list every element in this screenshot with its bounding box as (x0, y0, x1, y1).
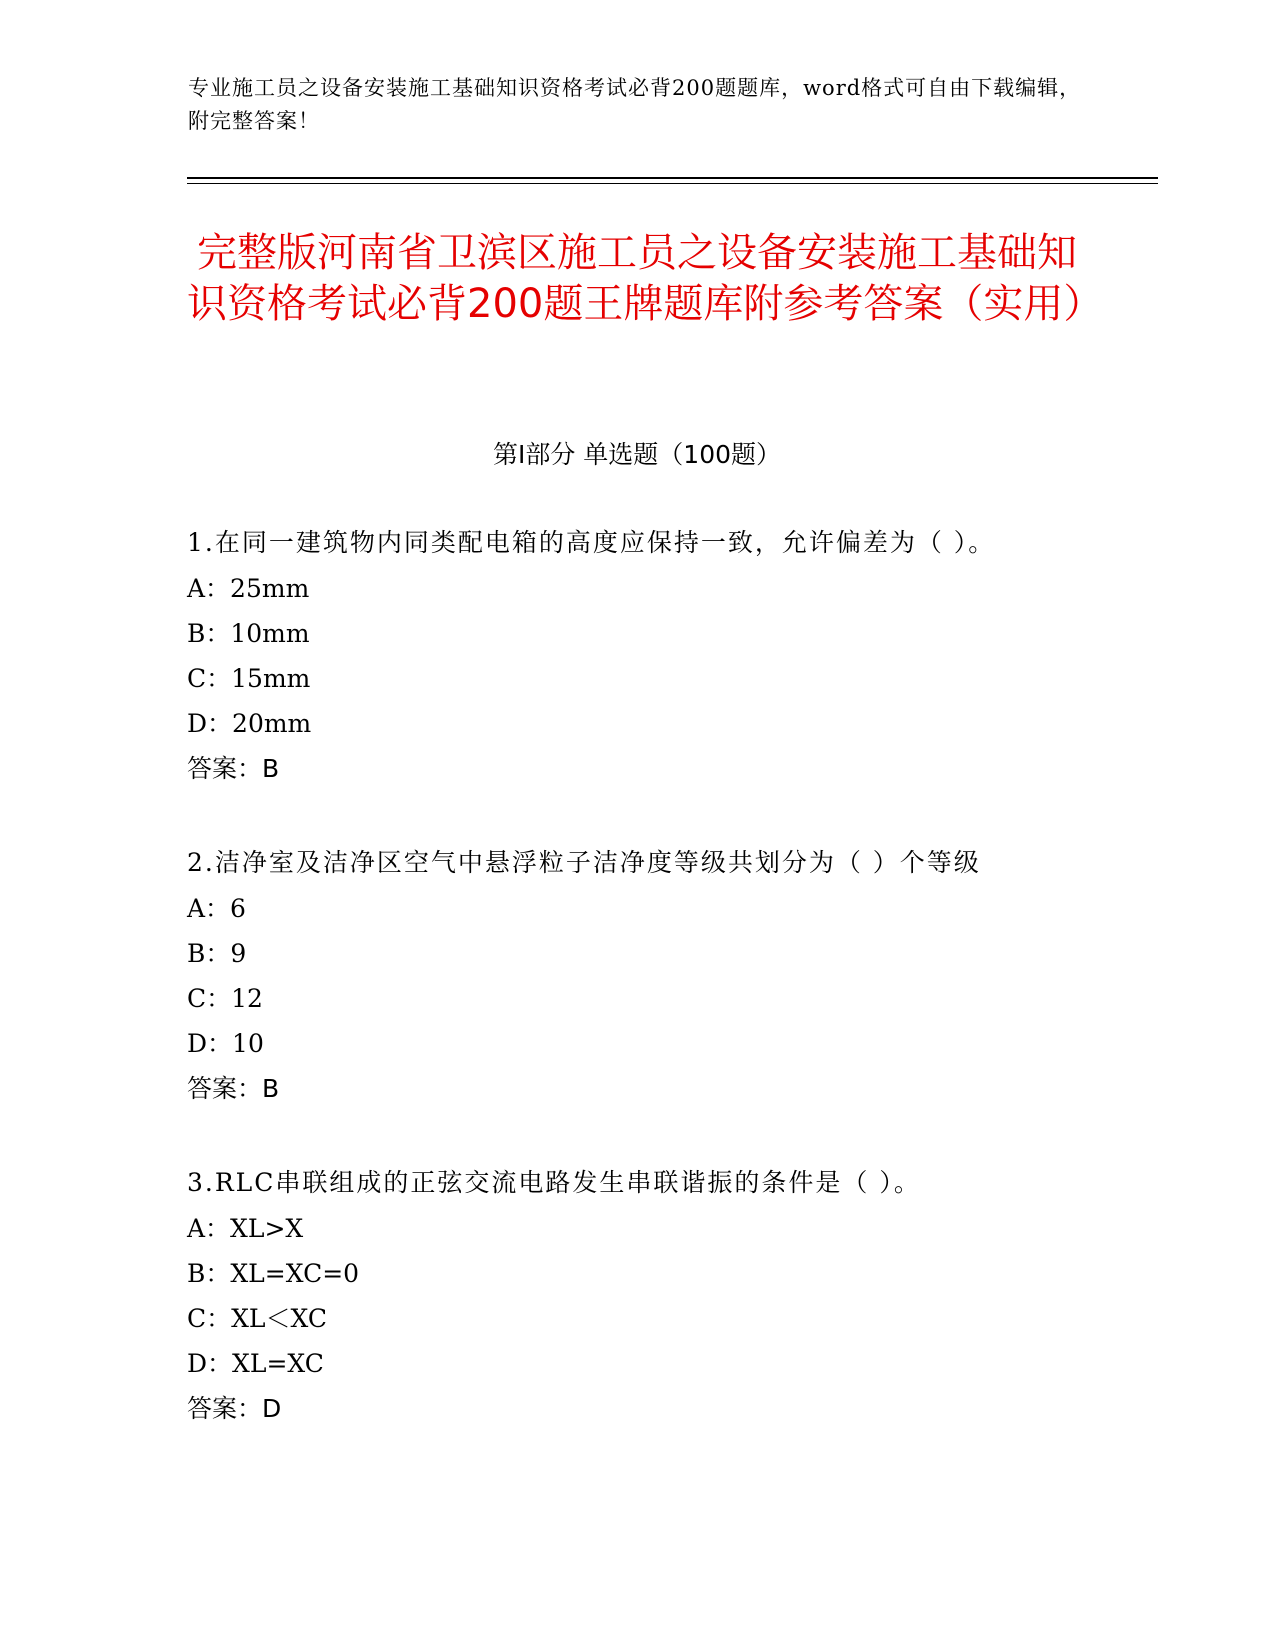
option-b: B：XL=XC=0 (187, 1259, 360, 1288)
option-d: D：20mm (187, 709, 312, 738)
option-c: C：15mm (187, 664, 311, 693)
question-stem: 3.RLC串联组成的正弦交流电路发生串联谐振的条件是（ ）。 (187, 1168, 921, 1197)
header-divider-thick (187, 177, 1158, 179)
header-note: 专业施工员之设备安装施工基础知识资格考试必背200题题库，word格式可自由下载编辑，附完整答案！ (188, 76, 1082, 133)
option-a: A：25mm (187, 574, 310, 603)
option-b: B：9 (187, 939, 247, 968)
section-heading: 第Ⅰ部分 单选题（100题） (492, 440, 782, 469)
option-b: B：10mm (187, 619, 310, 648)
option-d: D：10 (187, 1029, 264, 1058)
option-a: A：6 (187, 894, 246, 923)
answer: 答案：D (187, 1394, 282, 1423)
document-title: 完整版河南省卫滨区施工员之设备安装施工基础知识资格考试必背200题王牌题库附参考答案（实用） (187, 230, 1104, 327)
option-d: D：XL=XC (187, 1349, 324, 1378)
question-stem: 2.洁净室及洁净区空气中悬浮粒子洁净度等级共划分为（ ）个等级 (187, 848, 981, 877)
question-3 (187, 1168, 1107, 1424)
answer: 答案：B (187, 1074, 280, 1103)
question-2 (187, 848, 1107, 1104)
answer: 答案：B (187, 754, 280, 783)
question-stem: 1.在同一建筑物内同类配电箱的高度应保持一致，允许偏差为（ ）。 (187, 528, 996, 557)
option-c: C：12 (187, 984, 263, 1013)
option-c: C：XL＜XC (187, 1304, 328, 1333)
header-divider-thin (187, 183, 1158, 184)
option-a: A：XL>X (187, 1214, 304, 1243)
question-1 (187, 528, 1107, 784)
